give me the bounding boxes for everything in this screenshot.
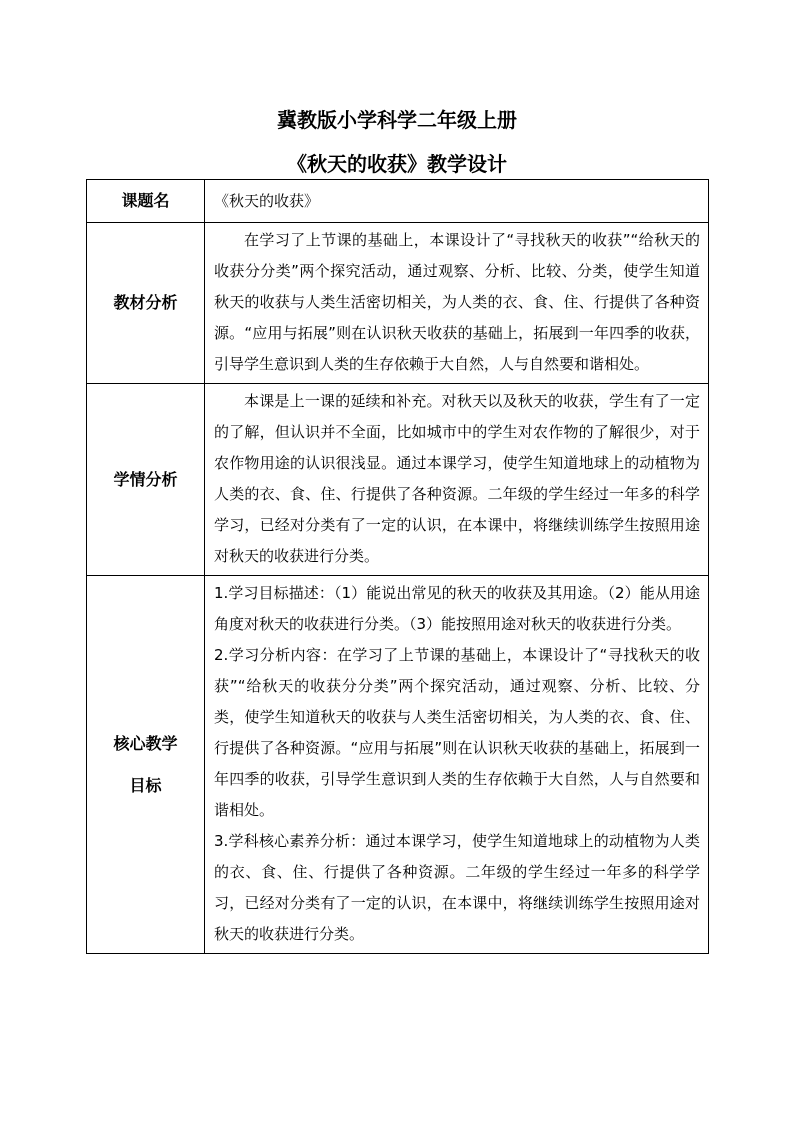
table-row-core-objectives bbox=[87, 576, 709, 954]
material-analysis-text: 在学习了上节课的基础上，本课设计了“寻找秋天的收获”“给秋天的收获分分类”两个探究活动，通过观察、分析、比较、分类，使学生知道秋天的收获与人类生活密切相关，为人类的衣、食、住、行提供了各种资源。“应用与拓展”则在认识秋天收获的基础上，拓展到一年四季的收获，引导学生意识到人类的生存依赖于大自然，人与自然要和谐相处。 bbox=[214, 231, 700, 373]
row-label-topic: 课题名 bbox=[87, 180, 205, 223]
student-analysis-text: 本课是上一课的延续和补充。对秋天以及秋天的收获，学生有了一定的了解，但认识并不全面，比如城市中的学生对农作物的了解很少，对于农作物用途的认识很浅显。通过本课学习，使学生知道地球上的动植物为人类的衣、食、住、行提供了各种资源。二年级的学生经过一年多的科学学习，已经对分类有了一定的认识，在本课中，将继续训练学生按照用途对秋天的收获进行分类。 bbox=[214, 392, 700, 565]
row-label-core-objectives bbox=[87, 576, 205, 954]
table-row-topic bbox=[87, 180, 709, 223]
objective-paragraph-2: 2.学习分析内容：在学习了上节课的基础上，本课设计了“寻找秋天的收获”“给秋天的收获分分类”两个探究活动，通过观察、分析、比较、分类，使学生知道秋天的收获与人类生活密切相关，为人类的衣、食、住、行提供了各种资源。“应用与拓展”则在认识秋天收获的基础上，拓展到一年四季的收获，引导学生意识到人类的生存依赖于大自然，人与自然要和谐相处。 bbox=[214, 646, 700, 819]
lesson-plan-table bbox=[86, 179, 709, 954]
row-label-material-analysis: 教材分析 bbox=[87, 223, 205, 384]
row-content-material-analysis bbox=[205, 223, 709, 384]
row-label-core-objectives-line2: 目标 bbox=[129, 775, 162, 795]
document-title: 冀教版小学科学二年级上册 bbox=[277, 108, 517, 132]
table-row-material-analysis bbox=[87, 223, 709, 384]
row-label-student-analysis: 学情分析 bbox=[87, 384, 205, 576]
row-content-topic: 《秋天的收获》 bbox=[205, 180, 709, 223]
objective-paragraph-3: 3.学科核心素养分析：通过本课学习，使学生知道地球上的动植物为人类的衣、食、住、行提供了各种资源。二年级的学生经过一年多的科学学习，已经对分类有了一定的认识，在本课中，将继续训练学生按照用途对秋天的收获进行分类。 bbox=[214, 832, 700, 943]
row-content-student-analysis bbox=[205, 384, 709, 576]
table-row-student-analysis bbox=[87, 384, 709, 576]
objective-paragraph-1: 1.学习目标描述：（1）能说出常见的秋天的收获及其用途。（2）能从用途角度对秋天的收获进行分类。（3）能按照用途对秋天的收获进行分类。 bbox=[214, 584, 700, 633]
row-label-core-objectives-line1: 核心教学 bbox=[113, 733, 178, 753]
document-subtitle: 《秋天的收获》教学设计 bbox=[287, 152, 507, 176]
row-content-core-objectives bbox=[205, 576, 709, 954]
